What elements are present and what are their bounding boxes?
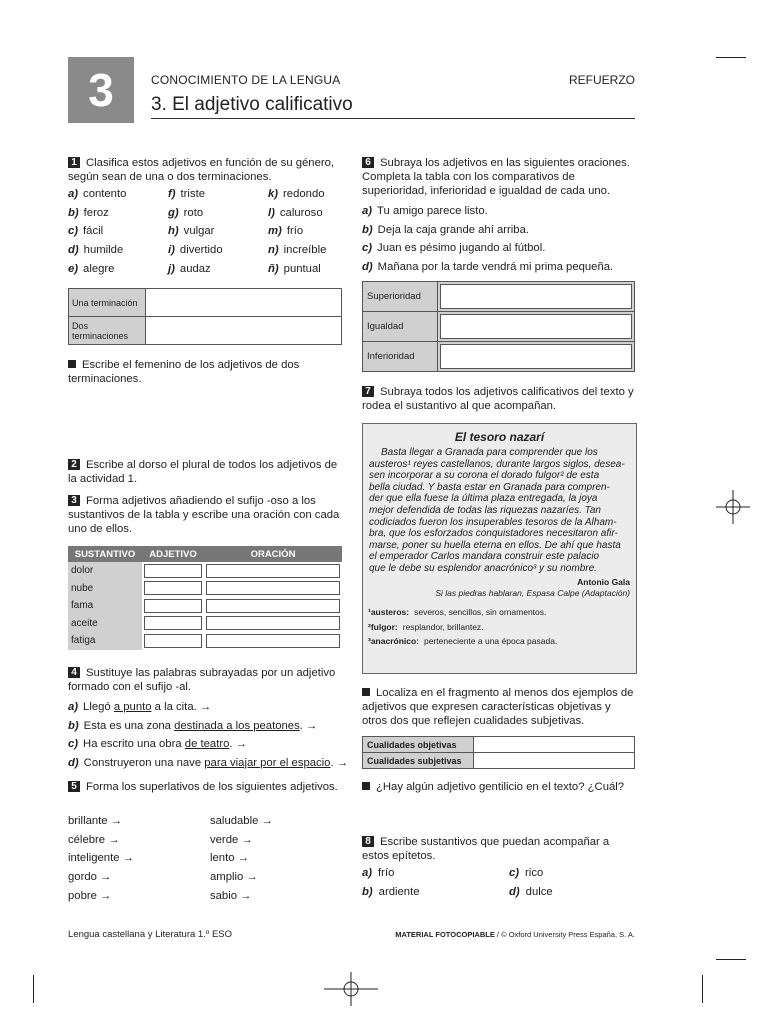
crop-mark: [33, 975, 34, 1003]
list-item: lento →: [210, 852, 249, 865]
suffix-oso-table: [68, 546, 342, 650]
adjective-item: a) contento: [68, 188, 127, 200]
noun-cell: nube: [68, 580, 142, 598]
adjective-item: m) frío: [268, 225, 304, 238]
row-label: Igualdad: [363, 312, 438, 342]
answer-cell[interactable]: [204, 580, 342, 598]
answer-cell[interactable]: [204, 632, 342, 650]
exercise-1-adjective-list: [68, 188, 342, 278]
answer-box[interactable]: [206, 564, 340, 578]
unit-number-box: 3: [68, 57, 134, 123]
footnote: ¹austeros: severos, sencillos, sin ornamentos.: [368, 607, 547, 617]
list-item: d) Mañana por la tarde vendrá mi prima pequeña.: [362, 261, 614, 274]
table-row: [363, 312, 635, 342]
answer-box[interactable]: [144, 581, 202, 595]
exercise-number: 1: [68, 157, 80, 168]
list-item: c) Ha escrito una obra de teatro. →: [68, 738, 247, 750]
bullet-square-icon: [68, 360, 76, 368]
crop-mark: [716, 57, 746, 58]
exercise-1-extra: Escribe el femenino de los adjetivos de dos terminaciones.: [68, 359, 300, 385]
answer-cell[interactable]: [142, 632, 204, 650]
answer-box[interactable]: [144, 634, 202, 648]
exercise-5-left-list: [68, 812, 134, 906]
adjective-item: l) caluroso: [268, 206, 323, 219]
answer-cell[interactable]: [142, 580, 204, 598]
table-row: [363, 342, 635, 372]
table-row: [68, 615, 342, 633]
list-item: b) Esta es una zona destinada a los peatones. →: [68, 719, 318, 732]
answer-cell[interactable]: [204, 615, 342, 633]
answer-cell[interactable]: [204, 562, 342, 580]
column-header: ORACIÓN: [204, 546, 342, 562]
text-line: marse, poner su huella eterna en ellos. De ahí que hasta: [369, 539, 621, 551]
table-row: [363, 753, 635, 769]
reading-text-box: [362, 423, 637, 674]
footer-book-title: Lengua castellana y Literatura 1.º ESO: [68, 929, 233, 940]
row-label-one-termination: Una terminación: [69, 289, 146, 317]
noun-cell: fama: [68, 597, 142, 615]
text-line: que le debe su esplendor anacrónico³ y su nombre.: [369, 562, 597, 574]
adjective-item: g) roto: [168, 206, 204, 219]
answer-box[interactable]: [440, 314, 632, 339]
footnote: ²fulgor: resplandor, brillantez.: [368, 621, 484, 632]
text-line: sen incorporar a su corona el dorado fulgor² de esta: [369, 470, 600, 482]
column-header: SUSTANTIVO: [68, 546, 142, 562]
list-item: amplio →: [210, 871, 258, 884]
exercise-4-prompt: 4 Sustituye las palabras subrayadas por un adjetivo formado con el sufijo -al.: [68, 667, 336, 693]
list-item: a) frío: [362, 867, 395, 879]
text-line: der que ella fuese la última plaza entregada, la joya: [369, 493, 598, 505]
answer-cell[interactable]: [204, 597, 342, 615]
list-item: gordo →: [68, 871, 112, 884]
list-item: célebre →: [68, 833, 120, 846]
answer-cell[interactable]: [474, 753, 635, 769]
answer-box[interactable]: [440, 284, 632, 309]
row-label: Cualidades objetivas: [363, 737, 474, 753]
answer-cell[interactable]: [438, 342, 635, 372]
row-label: Superioridad: [363, 282, 438, 312]
answer-cell[interactable]: [474, 737, 635, 753]
adjective-item: ñ) puntual: [268, 262, 321, 275]
answer-cell[interactable]: [438, 282, 635, 312]
exercise-3-prompt: 3 Forma adjetivos añadiendo el sufijo -oso a los sustantivos de la tabla y escribe una oración con cada uno de ellos.: [68, 495, 340, 535]
text-line: austeros¹ reyes castellanos, durante largos siglos, desea-: [369, 458, 625, 470]
answer-box[interactable]: [206, 599, 340, 613]
adjective-item: h) vulgar: [168, 225, 215, 238]
registration-mark-bottom: [324, 972, 378, 1006]
row-label: Inferioridad: [363, 342, 438, 372]
registration-mark-right: [716, 490, 750, 524]
crop-mark: [702, 975, 703, 1003]
answer-box[interactable]: [144, 564, 202, 578]
list-item: c) Juan es pésimo jugando al fútbol.: [362, 242, 546, 255]
list-item: c) rico: [509, 867, 544, 879]
comparatives-table: [362, 281, 635, 372]
header-rule: [151, 118, 635, 119]
row-label-two-terminations: Dos terminaciones: [69, 317, 146, 345]
answer-cell[interactable]: [142, 615, 204, 633]
exercise-8-prompt: 8 Escribe sustantivos que puedan acompañar a estos epítetos.: [362, 836, 610, 862]
noun-cell: fatiga: [68, 632, 142, 650]
answer-cell[interactable]: [146, 317, 342, 345]
answer-box[interactable]: [206, 616, 340, 630]
table-row: [68, 632, 342, 650]
reading-notes: [368, 605, 557, 649]
text-line: el emperador Carlos mandara construir este palacio: [369, 551, 600, 563]
adjective-item: k) redondo: [268, 188, 325, 200]
terminations-table: [68, 288, 342, 345]
list-item: a) Llegó a punto a la cita. →: [68, 701, 212, 713]
answer-box[interactable]: [144, 616, 202, 630]
exercise-8-items: [362, 866, 635, 906]
bullet-square-icon: [362, 782, 370, 790]
list-item: b) ardiente: [362, 886, 420, 898]
page-title: 3. El adjetivo calificativo: [151, 94, 353, 115]
list-item: saludable →: [210, 815, 273, 827]
noun-cell: aceite: [68, 615, 142, 633]
list-item: d) Construyeron una nave para viajar por el espacio. →: [68, 756, 349, 769]
exercise-5-right-list: [210, 812, 273, 906]
reading-author: Antonio Gala: [577, 577, 630, 587]
exercise-7-extra-2: ¿Hay algún adjetivo gentilicio en el texto? ¿Cuál?: [362, 780, 635, 794]
exercise-1-prompt: 1 Clasifica estos adjetivos en función de su género, según sean de una o dos terminaciones.: [68, 157, 335, 183]
answer-cell[interactable]: [142, 597, 204, 615]
adjective-item: c) fácil: [68, 225, 104, 238]
list-item: a) Tu amigo parece listo.: [362, 205, 488, 217]
adjective-item: i) divertido: [168, 244, 223, 257]
table-row: [363, 282, 635, 312]
bullet-square-icon: [362, 688, 370, 696]
text-line: bra, que los esforzados conquistadores necesitaron afir-: [369, 528, 618, 540]
list-item: b) Deja la caja grande ahí arriba.: [362, 223, 530, 236]
adjective-item: f) triste: [168, 188, 206, 200]
list-item: verde →: [210, 833, 253, 846]
adjective-item: b) feroz: [68, 206, 109, 219]
table-row: [363, 737, 635, 753]
exercise-7-prompt: 7 Subraya todos los adjetivos calificativos del texto y rodea el sustantivo al que acompañan.: [362, 386, 634, 412]
text-line: bella ciudad. Y basta estar en Granada para compren-: [369, 481, 610, 493]
table-row: [68, 597, 342, 615]
exercise-6-prompt: 6 Subraya los adjetivos en las siguientes oraciones. Completa la tabla con los comparativos de superioridad, inferioridad e igualdad de cada uno.: [362, 157, 630, 197]
exercise-4-items: [68, 698, 358, 772]
exercise-5-prompt: 5 Forma los superlativos de los siguientes adjetivos.: [68, 780, 342, 794]
adjective-item: e) alegre: [68, 262, 115, 275]
table-row: [68, 562, 342, 580]
exercise-2-prompt: 2 Escribe al dorso el plural de todos los adjetivos de la actividad 1.: [68, 459, 338, 485]
qualities-table: [362, 736, 635, 769]
reading-title: El tesoro nazarí: [454, 430, 545, 444]
list-item: sabio →: [210, 889, 252, 902]
list-item: d) dulce: [509, 886, 553, 898]
crop-mark: [716, 959, 746, 960]
text-line: codiciados fueron los insuperables tesoros de la Alham-: [369, 516, 617, 528]
list-item: inteligente →: [68, 852, 134, 865]
adjective-item: d) humilde: [68, 244, 124, 257]
answer-box[interactable]: [206, 581, 340, 595]
exercise-7-extra: Localiza en el fragmento al menos dos ejemplos de adjetivos que expresen características objetivas y otros dos que reflejen cualidades subjetivas.: [362, 687, 634, 727]
reading-source: Si las piedras hablaran, Espasa Calpe (Adaptación): [435, 588, 630, 598]
list-item: pobre →: [68, 889, 112, 902]
table-row: [68, 580, 342, 598]
answer-box[interactable]: [144, 599, 202, 613]
footnote: ³anacrónico: perteneciente a una época pasada.: [368, 636, 558, 646]
noun-cell: dolor: [68, 562, 142, 580]
answer-cell[interactable]: [142, 562, 204, 580]
reading-body: [369, 447, 630, 575]
answer-cell[interactable]: [146, 289, 342, 317]
footer-copyright: MATERIAL FOTOCOPIABLE / © Oxford University Press España, S. A.: [395, 930, 635, 939]
text-line: Basta llegar a Granada para comprender que los: [381, 447, 598, 458]
answer-box[interactable]: [440, 344, 632, 369]
answer-cell[interactable]: [438, 312, 635, 342]
worksheet-type: REFUERZO: [569, 73, 635, 87]
column-header: ADJETIVO: [142, 546, 204, 562]
answer-box[interactable]: [206, 634, 340, 648]
adjective-item: j) audaz: [168, 262, 211, 275]
list-item: brillante →: [68, 815, 122, 827]
exercise-6-items: [362, 202, 635, 277]
adjective-item: n) increíble: [268, 244, 327, 257]
text-line: mejor defendida de todas las riquezas nazaríes. Tan: [369, 504, 601, 516]
section-label: CONOCIMIENTO DE LA LENGUA: [151, 73, 341, 87]
row-label: Cualidades subjetivas: [363, 753, 474, 769]
